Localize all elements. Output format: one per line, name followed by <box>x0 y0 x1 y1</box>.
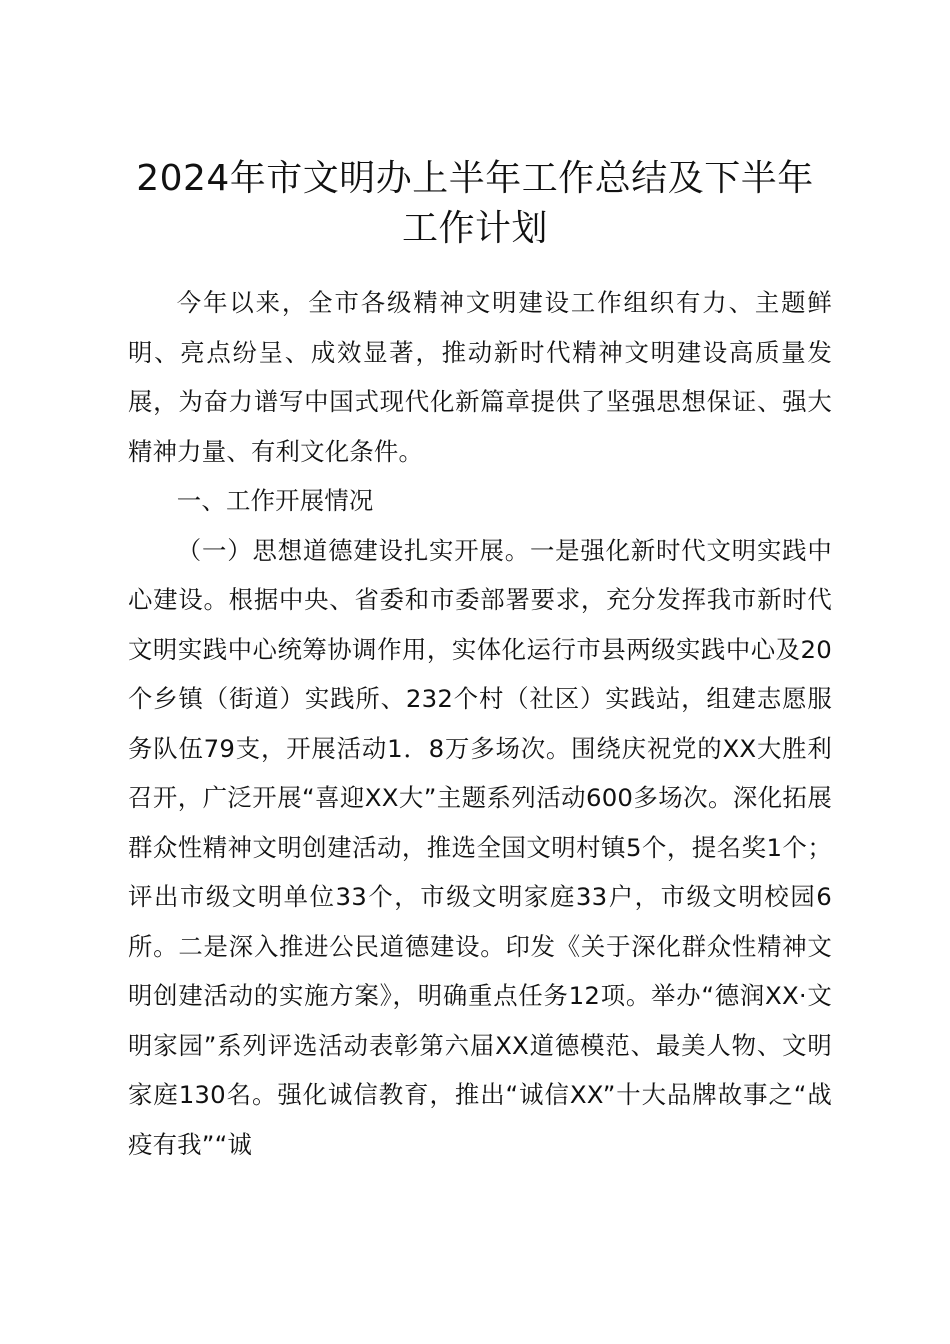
document-body <box>128 278 832 1169</box>
intro-paragraph: 今年以来，全市各级精神文明建设工作组织有力、主题鲜明、亮点纷呈、成效显著，推动新时代精神文明建设高质量发展，为奋力谱写中国式现代化新篇章提供了坚强思想保证、强大精神力量、有利文化条件。 <box>128 288 832 466</box>
section-heading: 一、工作开展情况 <box>176 486 374 515</box>
document-title: 2024年市文明办上半年工作总结及下半年工作计划 <box>136 158 814 249</box>
body-paragraph: （一）思想道德建设扎实开展。一是强化新时代文明实践中心建设。根据中央、省委和市委部署要求，充分发挥我市新时代文明实践中心统筹协调作用，实体化运行市县两级实践中心及20个乡镇（街道）实践所、232个村（社区）实践站，组建志愿服务队伍79支，开展活动1．8万多场次。围绕庆祝党的XX大胜利召开，广泛开展“喜迎XX大”主题系列活动600多场次。深化拓展群众性精神文明创建活动，推选全国文明村镇5个，提名奖1个；评出市级文明单位33个，市级文明家庭33户，市级文明校园6所。二是深入推进公民道德建设。印发《关于深化群众性精神文明创建活动的实施方案》，明确重点任务12项。举办“德润XX·文明家园”系列评选活动表彰第六届XX道德模范、最美人物、文明家庭130名。强化诚信教育，推出“诚信XX”十大品牌故事之“战疫有我”“诚 <box>128 535 832 1159</box>
